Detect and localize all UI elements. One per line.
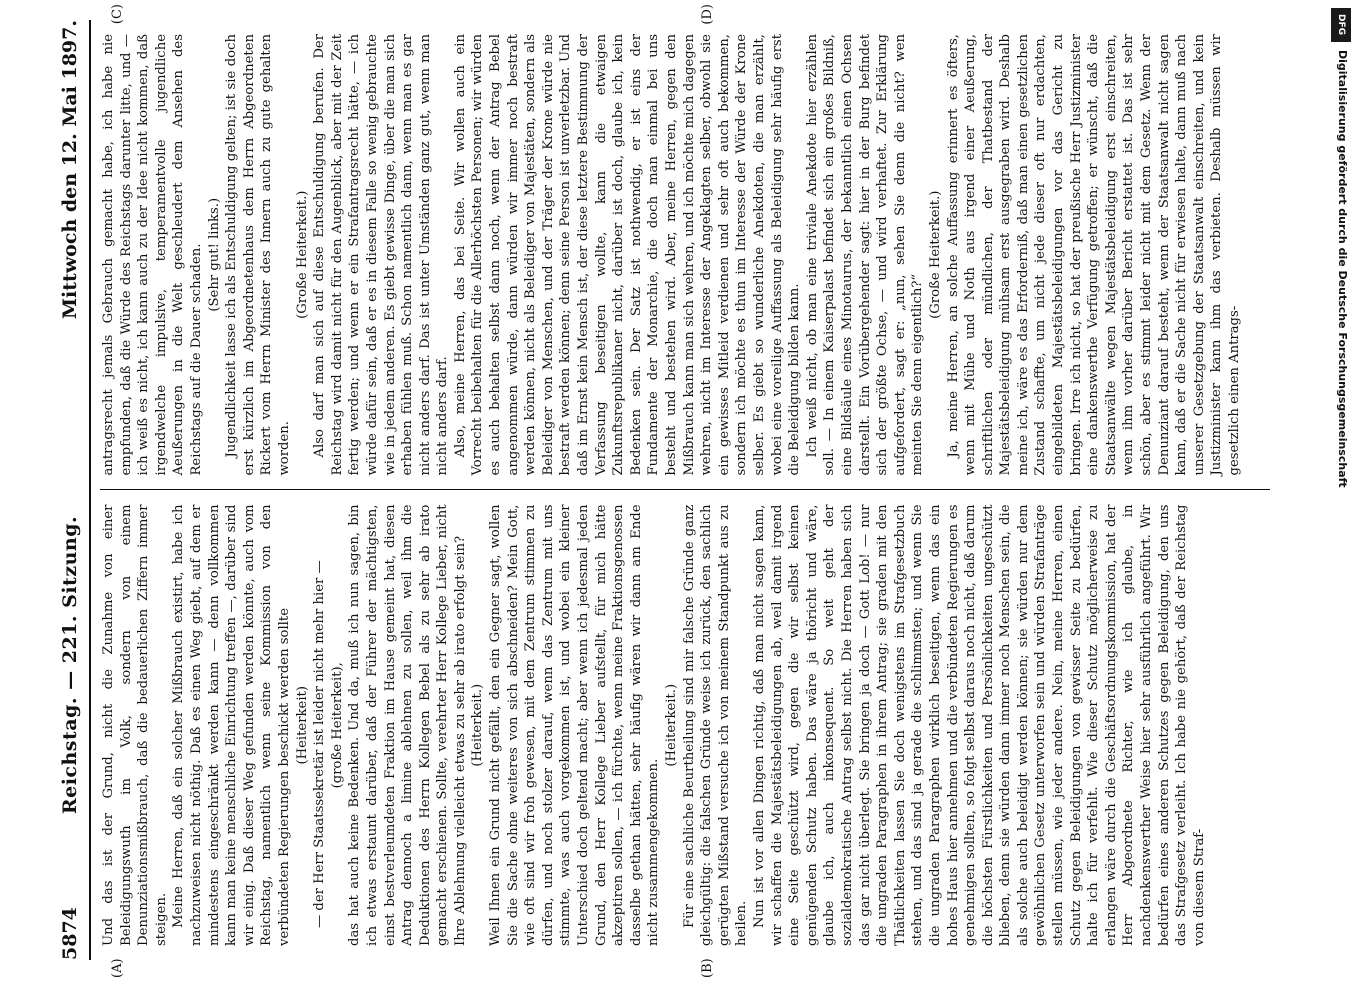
paragraph: (Große Heiterkeit.)	[294, 190, 310, 319]
paragraph: Weil Ihnen ein Grund nicht gefällt, den ein Gegner sagt, wollen Sie die Sache ohne weiteres von sich abschneiden? Mein Gott, wie oft sind wir froh gewesen, mit dem Zentrum stimmen zu dürfen, und noch stolzer darauf, wenn das Zentrum mit uns stimmte, was auch vorgekommen ist, und wobei ein kleiner Unterschied doch geltend macht; aber wenn ich jedesmal jeden Grund, den Herr Kollege Lieber aufstellt, für mich hätte akzeptiren sollen, — ich fürchte, wenn meine Fraktionsgenossen dasselbe gethan hätten, sehr häufig wären wir dann am Ende nicht zusammengekommen.	[488, 504, 662, 946]
paragraph: Und das ist der Grund, nicht die Zunahme von einer Beleidigungswuth im Volk, sondern von einem Denunziationsmißbrauch, daß die bedauerlichen Ziffern immer steigen.	[101, 504, 169, 946]
paragraph: antragsrecht jemals Gebrauch gemacht habe, ich habe nie empfunden, daß die Würde des Reichstags darunter litte, und — ich weiß es nicht, ich kann auch zu der Idee nicht kommen, daß irgendwelche impulsive, temperamentvolle jugendliche Aeußerungen in die Welt geschleudert dem Ansehen des Reichstags auf die Dauer schaden.	[101, 34, 204, 476]
right-column	[100, 20, 1270, 490]
paragraph: Also, meine Herren, das bei Seite. Wir wollen auch ein Vorrecht beibehalten für die Allerhöchsten Personen; wir würden es auch behalten selbst dann noch, wenn der Antrag Bebel angenommen würde, dann würden wir immer noch bestraft werden können, nicht als Beleidiger von Majestäten, sondern als Beleidiger von Menschen, und der Träger der Krone würde nie bestraft werden können; denn seine Person ist unverletzbar. Und daß im Ernst kein Mensch ist, der diese letztere Bestimmung der Verfassung beseitigen wollte, kann die etwaigen Zukunftsrepublikaner nicht, darüber ist doch, glaube ich, kein Bedenken sein. Der Satz ist nothwendig, er ist eins der Fundamente der Monarchie, die doch man einmal bei uns besteht und bestehen wird. Aber, meine Herren, gegen den Mißbrauch kann man sich wehren, und ich möchte mich dagegen wehren, nicht im Interesse der Angeklagten selber, obwohl sie ein gewisses Mitleid verdienen und sehr oft auch bekommen, sondern ich möchte es thun im Interesse der Würde der Krone selber. Es giebt so wunderliche Anekdoten, die man erzählt, wobei eine voreilige Auffassung als Beleidigung sehr häufig erst die Beleidigung bilden kann.	[452, 34, 803, 476]
digitization-credit: Digitalisierung gefördert durch die Deutsche Forschungsgemeinschaft	[1336, 50, 1349, 488]
paragraph: Ja, meine Herren, an solche Auffassung erinnert es öfters, wenn mit Mühe und Noth aus irgend einer Aeußerung, schriftlichen oder mündlichen, der Thatbestand der Majestätsbeleidigung mühsam erst ausgegraben wird. Deshalb meine ich, wäre es das Erforderniß, daß man einen gesetzlichen Zustand schaffte, um nicht jede dieser oft nur erdachten, eingebildeten Majestätsbeleidigungen vor das Gericht zu bringen. Irre ich nicht, so hat der preußische Herr Justizminister eine dankenswerthe Verfügung getroffen; er wünscht, daß die Staatsanwälte wegen Majestätsbeleidigung erst einschreiten, wenn ihm vorher darüber Bericht erstattet ist. Das ist sehr schön, aber es stimmt leider nicht mit dem Gesetz. Wenn der Denunziant darauf besteht, wenn der Staatsanwalt nicht sagen kann, daß er die Sache nicht für erwiesen halte, dann muß nach unserer Gesetzgebung der Staatsanwalt einschreiten, und kein Justizminister kann ihm das verbieten. Deshalb müssen wir gesetzlich einen Antrags-	[945, 34, 1242, 476]
marker-b: (B)	[700, 958, 715, 978]
page-header	[55, 20, 91, 960]
marker-c: (C)	[110, 4, 125, 25]
left-column	[100, 490, 1270, 961]
paragraph: — der Herr Staatssekretär ist leider nicht mehr hier —	[312, 560, 328, 928]
paragraph: (Heiterkeit.)	[470, 683, 486, 767]
paragraph: (große Heiterkeit),	[329, 662, 345, 789]
paragraph: das hat auch keine Bedenken. Und da, muß ich nun sagen, bin ich etwas erstaunt darüber, daß der Führer der mächtigsten, einst bestverleumdeten Fraktion im Hause gemeint hat, diesen Antrag dennoch a limine ablehnen zu sollen, weil ihm die Deduktionen des Herrn Kollegen Bebel als zu sehr ab irato gemacht erschienen. Sollte, verehrter Herr Kollege Lieber, nicht Ihre Ablehnung vielleicht etwas zu sehr ab irato erfolgt sein?	[347, 504, 468, 946]
paragraph: Also darf man sich auf diese Entschuldigung berufen. Der Reichstag wird damit nicht für den Augenblick, aber mit der Zeit fertig werden; und wenn er ein Strafantragsrecht hätte, — ich würde dafür sein, daß er es in diesem Falle so wenig gebrauchte wie in jedem anderen. Es giebt gewisse Dinge, über die man sich erhaben fühlen muß. Schon namentlich dann, wenn man es gar nicht anders darf. Das ist unter Umständen ganz gut, wenn man nicht anders darf.	[312, 34, 451, 476]
session-date: Mittwoch den 12. Mai 1897.	[59, 20, 81, 319]
marker-a: (A)	[110, 958, 125, 978]
paragraph: Nun ist vor allen Dingen richtig, daß man nicht sagen kann, wir schaffen die Majestätsbeleidigungen ab, weil damit irgend eine Seite geschützt wird, gegen die wir selbst keinen genügenden Schutz haben. Das wäre ja thöricht und wäre, glaube ich, auch inkonsequent. So weit geht der sozialdemokratische Antrag selbst nicht. Die Herren haben sich das gar nicht überlegt. Sie bringen ja doch — Gott Lob! — nur die ungraden Paragraphen in ihrem Antrag; sie graden mit den Thätlichkeiten lassen Sie doch wenigstens im Strafgesetzbuch stehen, und das sind ja gerade die schlimmsten; und wenn Sie die ungraden Paragraphen wirklich beseitigen, wenn das ein hohes Haus hier annehmen und die verbündeten Regierungen es genehmigen sollten, so folgt selbst daraus noch nicht, daß darum die höchsten Fürstlichkeiten und Persönlichkeiten ungeschützt blieben, denn sie würden dann immer noch Menschen sein, die als solche auch beleidigt werden können; sie würden nur dem gewöhnlichen Gesetz unterworfen sein und würden Strafanträge stellen müssen, wie jeder andere. Nein, meine Herren, einen Schutz gegen Beleidigungen von gewisser Seite zu bedürfen, halte ich für verfehlt. Wie dieser Schutz möglicherweise zu erlangen wäre durch die Geschäftsordnungskommission, hat der Herr Abgeordnete Richter, wie ich glaube, in nachdenkenswerther Weise hier sehr ausführlich angeführt. Wir bedürfen eines anderen Schutzes gegen Beleidigung, den uns das Strafgesetz verleiht. Ich habe nie gehört, daß der Reichstag von diesem Straf-	[751, 504, 1207, 946]
paragraph: (Sehr gut! links.)	[206, 197, 222, 312]
paragraph: (Heiterkeit)	[294, 685, 310, 765]
paragraph: (Große Heiterkeit.)	[927, 190, 943, 319]
paragraph: Für eine sachliche Beurtheilung sind mir falsche Gründe ganz gleichgültig: die falschen Gründe weise ich zurück, den sachlich gerügten Mißstand versuche ich von meinem Standpunkt aus zu heilen.	[681, 504, 750, 946]
dfg-logo-icon: DFG	[1331, 8, 1351, 42]
page-number: 5874	[59, 907, 81, 960]
marker-d: (D)	[700, 4, 715, 25]
paragraph: (Heiterkeit.)	[664, 683, 679, 767]
paragraph: Ich weiß nicht, ob man eine triviale Anekdote hier erzählen soll. — In einem Kaiserpalast befindet sich ein großes Bildniß, eine Bildsäule eines Minotaurus, der bekanntlich einen Ochsen darstellt. Ein Vorübergehender sagt: hier in der Burg befindet sich der größte Ochse, — und wird verhaftet. Zur Erklärung aufgefordert, sagt er: „nun, sehen Sie denn die nicht? wen meinten Sie denn eigentlich?“	[804, 34, 926, 476]
paragraph: Meine Herren, daß ein solcher Mißbrauch existirt, habe ich nachzuweisen nicht nöthig. Daß es einen Weg giebt, auf dem er mindestens eingeschränkt werden kann — denn vollkommen kann man keine menschliche Einrichtung treffen —, darüber sind wir einig. Daß dieser Weg gefunden werden könnte, auch vom Reichstag, namentlich wenn seine Kommission von den verbündeten Regierungen beschickt werden sollte	[171, 504, 292, 946]
session-title: Reichstag. — 221. Sitzung.	[59, 515, 81, 815]
paragraph: Jugendlichkeit lasse ich als Entschuldigung gelten; ist sie doch erst kürzlich im Abgeordnetenhaus dem Herrn Abgeordneten Rickert vom Herrn Minister des Innern auch zu gute gehalten worden.	[224, 34, 292, 476]
text-columns	[100, 20, 1270, 960]
